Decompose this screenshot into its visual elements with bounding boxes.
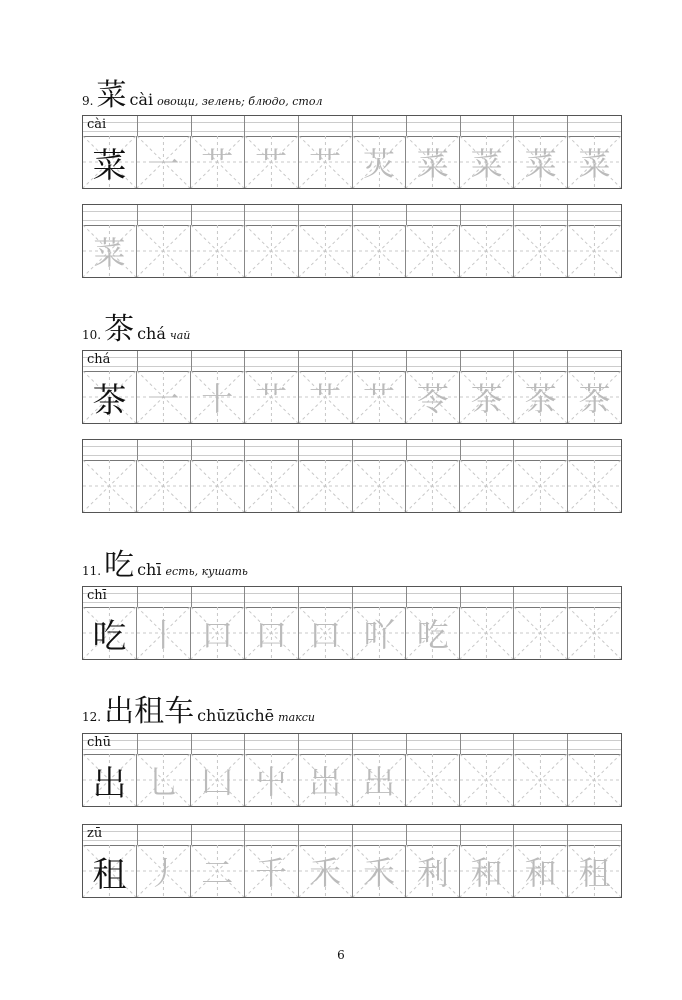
- writing-cells: [83, 371, 621, 423]
- entry-number: 9.: [82, 94, 94, 108]
- entry-number: 12.: [82, 710, 102, 724]
- writing-cell[interactable]: [460, 754, 514, 806]
- practice-block: [82, 439, 622, 513]
- writing-cell[interactable]: [245, 225, 299, 277]
- writing-cell[interactable]: [191, 460, 245, 512]
- writing-cell[interactable]: [191, 607, 245, 659]
- writing-cell[interactable]: [568, 371, 621, 423]
- stroke-step-character: 吖: [362, 616, 395, 654]
- writing-cell[interactable]: [406, 460, 460, 512]
- stroke-step-character: 二: [201, 854, 234, 892]
- writing-cell[interactable]: [245, 136, 299, 188]
- writing-cell[interactable]: [514, 136, 568, 188]
- practice-block: [82, 824, 622, 898]
- stroke-step-character: 菜: [470, 145, 503, 183]
- practice-block: [82, 733, 622, 807]
- writing-cell[interactable]: [514, 225, 568, 277]
- pinyin-label: chá: [87, 352, 111, 367]
- stroke-step-character: 苂: [362, 145, 395, 183]
- writing-cells: [83, 225, 621, 277]
- stroke-step-character: 艹: [309, 380, 342, 418]
- stroke-step-character: 艹: [362, 380, 395, 418]
- entry-title-12: [82, 686, 315, 729]
- writing-cells: [83, 845, 621, 897]
- stroke-step-character: 茶: [578, 380, 611, 418]
- entry-translation: чай: [169, 329, 191, 342]
- writing-cell[interactable]: [299, 136, 353, 188]
- writing-cell[interactable]: [514, 845, 568, 897]
- stroke-step-character: 吃: [416, 616, 449, 654]
- writing-cell[interactable]: [83, 607, 137, 659]
- model-character: 租: [92, 854, 127, 895]
- entry-hanzi: 茶: [104, 312, 135, 347]
- writing-cells: [83, 136, 621, 188]
- entry-translation: такси: [278, 711, 315, 724]
- entry-number: 10.: [82, 328, 102, 342]
- stroke-step-character: 艹: [255, 380, 288, 418]
- pinyin-label: zū: [87, 826, 103, 841]
- writing-cell[interactable]: [191, 845, 245, 897]
- writing-cell[interactable]: [299, 371, 353, 423]
- writing-cell[interactable]: [191, 225, 245, 277]
- stroke-step-character: 菜: [524, 145, 557, 183]
- writing-cell[interactable]: [83, 754, 137, 806]
- writing-cell[interactable]: [83, 225, 137, 277]
- writing-cell[interactable]: [245, 845, 299, 897]
- writing-cell[interactable]: [406, 607, 460, 659]
- writing-cell[interactable]: [191, 754, 245, 806]
- writing-cell[interactable]: [568, 460, 621, 512]
- entry-title-9: [82, 70, 323, 113]
- model-character: 菜: [92, 145, 127, 186]
- writing-cell[interactable]: [568, 845, 621, 897]
- writing-cell[interactable]: [568, 136, 621, 188]
- entry-hanzi: 菜: [96, 78, 127, 113]
- pinyin-label: cài: [87, 117, 107, 132]
- stroke-step-character: 一: [147, 380, 180, 418]
- pinyin-label: chī: [87, 588, 107, 603]
- writing-cell[interactable]: [245, 460, 299, 512]
- pinyin-label: chū: [87, 735, 112, 750]
- practice-block: [82, 115, 622, 189]
- writing-cell[interactable]: [191, 136, 245, 188]
- writing-cell[interactable]: [460, 136, 514, 188]
- stroke-step-character: 千: [255, 854, 288, 892]
- entry-pinyin: cài: [129, 90, 154, 109]
- stroke-step-character: 艹: [255, 145, 288, 183]
- writing-cell[interactable]: [514, 371, 568, 423]
- stroke-step-character: 屮: [255, 763, 288, 801]
- writing-cell[interactable]: [514, 607, 568, 659]
- writing-cell[interactable]: [353, 754, 407, 806]
- stroke-step-character: 禾: [309, 854, 342, 892]
- stroke-step-character: 岀: [309, 763, 342, 801]
- stroke-step-character: 和: [524, 854, 557, 892]
- model-character: 出: [92, 763, 127, 804]
- writing-cell[interactable]: [406, 225, 460, 277]
- stroke-step-character: 口: [201, 616, 234, 654]
- writing-cell[interactable]: [460, 460, 514, 512]
- entry-title-10: [82, 304, 191, 347]
- writing-cell[interactable]: [460, 371, 514, 423]
- entry-pinyin: chī: [137, 560, 162, 579]
- stroke-step-character: 乚: [147, 763, 180, 801]
- writing-cell[interactable]: [299, 845, 353, 897]
- writing-cell[interactable]: [137, 460, 191, 512]
- stroke-step-character: 艹: [309, 145, 342, 183]
- writing-cell[interactable]: [353, 845, 407, 897]
- stroke-step-character: 菜: [93, 234, 126, 272]
- writing-cell[interactable]: [353, 607, 407, 659]
- stroke-step-character: 丨: [147, 616, 180, 654]
- writing-cell[interactable]: [245, 371, 299, 423]
- stroke-step-character: 一: [147, 145, 180, 183]
- writing-cell[interactable]: [460, 225, 514, 277]
- entry-title-11: [82, 540, 248, 583]
- writing-cell[interactable]: [406, 136, 460, 188]
- writing-cell[interactable]: [353, 460, 407, 512]
- writing-cell[interactable]: [514, 460, 568, 512]
- writing-cell[interactable]: [299, 460, 353, 512]
- entry-translation: овощи, зелень; блюдо, стол: [157, 95, 323, 108]
- stroke-step-character: 茶: [524, 380, 557, 418]
- practice-block: [82, 350, 622, 424]
- writing-cell[interactable]: [83, 136, 137, 188]
- writing-cell[interactable]: [568, 754, 621, 806]
- entry-number: 11.: [82, 564, 102, 578]
- writing-cell[interactable]: [406, 754, 460, 806]
- writing-cell[interactable]: [406, 371, 460, 423]
- stroke-step-character: 禾: [362, 854, 395, 892]
- model-character: 吃: [92, 616, 127, 657]
- stroke-step-character: 茶: [470, 380, 503, 418]
- writing-cell[interactable]: [137, 371, 191, 423]
- stroke-step-character: 口: [255, 616, 288, 654]
- writing-cell[interactable]: [514, 754, 568, 806]
- writing-cell[interactable]: [353, 225, 407, 277]
- writing-cell[interactable]: [568, 607, 621, 659]
- writing-cell[interactable]: [299, 225, 353, 277]
- entry-hanzi: 出租车: [104, 694, 195, 729]
- entry-hanzi: 吃: [104, 548, 135, 583]
- writing-cell[interactable]: [83, 460, 137, 512]
- stroke-step-character: 苓: [416, 380, 449, 418]
- entry-pinyin: chūzūchē: [197, 706, 275, 725]
- writing-cell[interactable]: [406, 845, 460, 897]
- writing-cell[interactable]: [137, 845, 191, 897]
- stroke-step-character: 和: [470, 854, 503, 892]
- page-number: 6: [337, 948, 345, 962]
- writing-cells: [83, 754, 621, 806]
- entry-pinyin: chá: [137, 324, 166, 343]
- writing-cell[interactable]: [299, 607, 353, 659]
- stroke-step-character: 租: [578, 854, 611, 892]
- writing-cell[interactable]: [460, 845, 514, 897]
- model-character: 茶: [92, 380, 127, 421]
- writing-cell[interactable]: [83, 845, 137, 897]
- practice-block: [82, 204, 622, 278]
- stroke-step-character: 菜: [416, 145, 449, 183]
- writing-cell[interactable]: [137, 754, 191, 806]
- practice-block: [82, 586, 622, 660]
- writing-cell[interactable]: [137, 607, 191, 659]
- writing-cell[interactable]: [299, 754, 353, 806]
- writing-cell[interactable]: [353, 371, 407, 423]
- writing-cell[interactable]: [137, 225, 191, 277]
- stroke-step-character: 十: [201, 380, 234, 418]
- writing-cell[interactable]: [568, 225, 621, 277]
- stroke-step-character: 凵: [201, 763, 234, 801]
- stroke-step-character: 利: [416, 854, 449, 892]
- stroke-step-character: 菜: [578, 145, 611, 183]
- writing-cell[interactable]: [353, 136, 407, 188]
- stroke-step-character: 艹: [201, 145, 234, 183]
- writing-cell[interactable]: [83, 371, 137, 423]
- writing-cell[interactable]: [245, 607, 299, 659]
- stroke-step-character: 出: [362, 763, 395, 801]
- writing-cells: [83, 460, 621, 512]
- writing-cells: [83, 607, 621, 659]
- stroke-step-character: 丿: [147, 854, 180, 892]
- writing-cell[interactable]: [460, 607, 514, 659]
- writing-cell[interactable]: [137, 136, 191, 188]
- stroke-step-character: 口: [309, 616, 342, 654]
- writing-cell[interactable]: [191, 371, 245, 423]
- writing-cell[interactable]: [245, 754, 299, 806]
- entry-translation: есть, кушать: [165, 565, 248, 578]
